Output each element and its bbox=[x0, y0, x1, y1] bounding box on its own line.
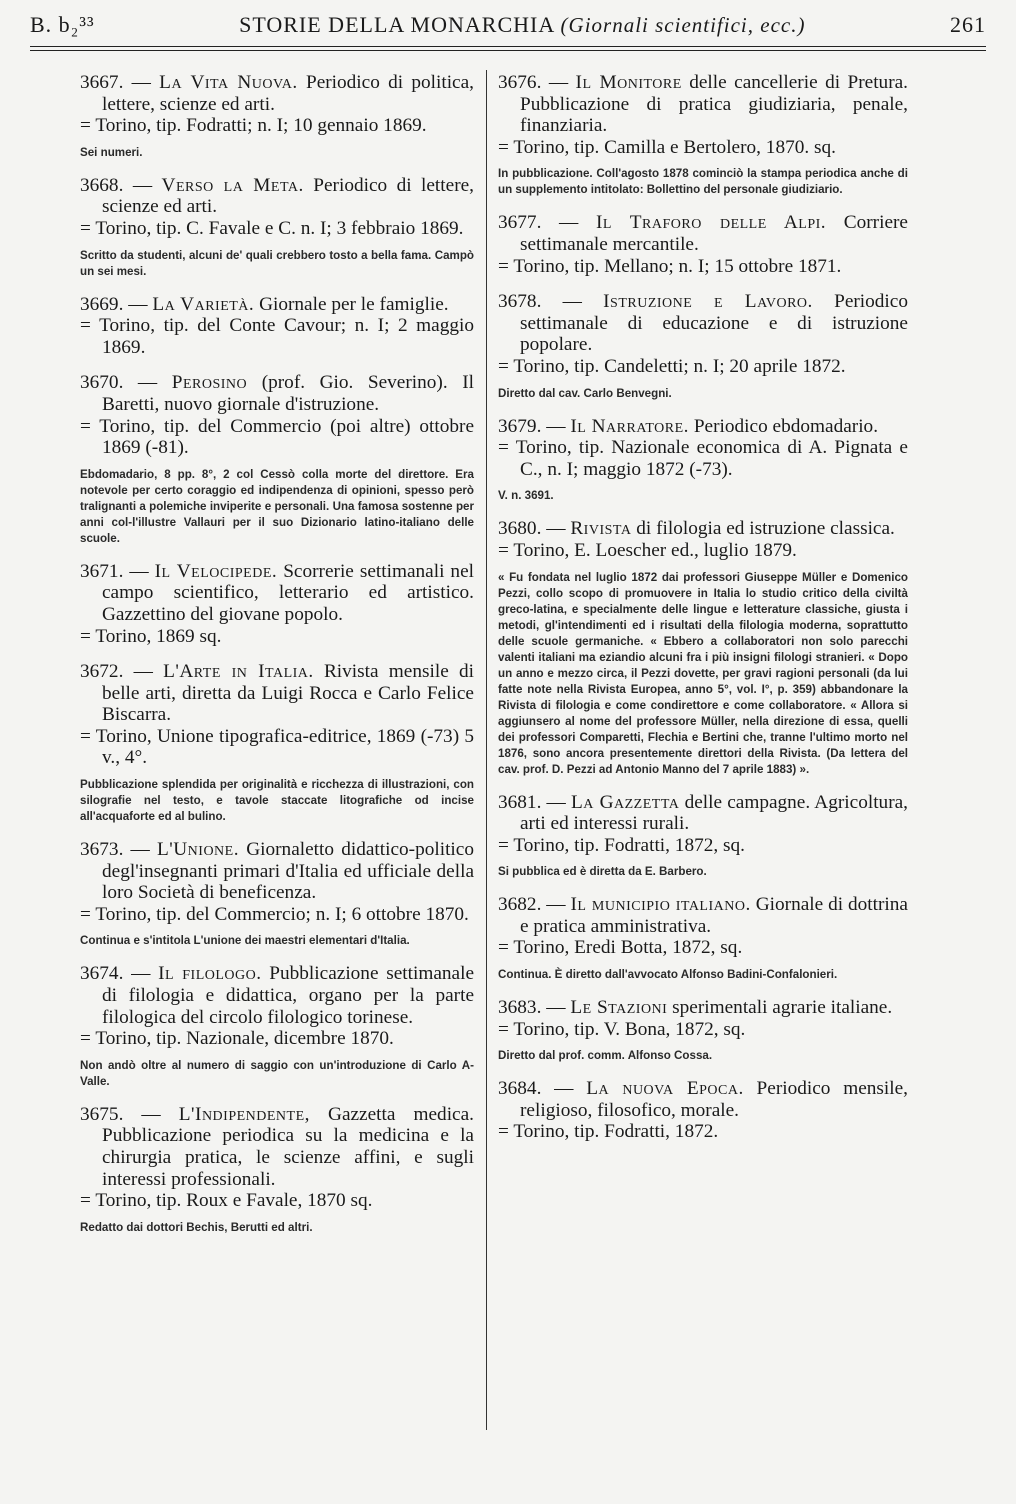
catalog-entry bbox=[498, 1078, 908, 1143]
entry-note: Non andò oltre al numero di saggio con un'introduzione di Carlo A-Valle. bbox=[80, 1058, 474, 1088]
entry-note: Diretto dal prof. comm. Alfonso Cossa. bbox=[498, 1049, 713, 1063]
entry-note: In pubblicazione. Coll'agosto 1878 cominciò la stampa periodica anche di un supplemento intitolato: Bollettino del personale giudiziario. bbox=[498, 167, 908, 197]
entry-number: 3678. — bbox=[498, 291, 604, 313]
entry-text bbox=[80, 294, 474, 359]
catalog-entry bbox=[498, 792, 908, 881]
entry-note: Sei numeri. bbox=[80, 145, 143, 159]
entry-author: Istruzione e Lavoro. bbox=[603, 291, 813, 313]
entry-text bbox=[80, 661, 474, 769]
entry-text bbox=[80, 1104, 474, 1212]
entry-note: Ebdomadario, 8 pp. 8°, 2 col Cessò colla morte del direttore. Era notevole per certo coraggio ed indipendenza di opinioni, spesso però tralignanti a polemiche inviperite e personali. Una famosa sostenne per anni col-l'illustre Vallauri per il suo Dizionario latino-italiano delle scuole. bbox=[80, 467, 474, 545]
column-divider bbox=[486, 70, 487, 1430]
page-title bbox=[239, 12, 805, 38]
entry-description: delle cancellerie di Pretura. Pubblicazione di pratica giudiziaria, penale, finanziaria. bbox=[520, 72, 908, 137]
entry-description: delle campagne. Agricoltura, arti ed interessi rurali. bbox=[520, 791, 908, 835]
entry-publication: = Torino, tip. del Commercio; n. I; 6 ottobre 1870. bbox=[80, 903, 469, 925]
catalog-entry bbox=[80, 1104, 474, 1236]
entry-number: 3671. — bbox=[80, 560, 155, 582]
catalog-entry bbox=[498, 518, 908, 777]
entry-author: Il Traforo delle Alpi. bbox=[595, 212, 827, 234]
entry-number: 3681. — bbox=[498, 791, 572, 813]
catalog-entry bbox=[80, 839, 474, 949]
entry-note: Diretto dal cav. Carlo Benvegni. bbox=[498, 386, 672, 400]
entry-publication: = Torino, tip. Fodratti, 1872. bbox=[498, 1121, 719, 1143]
entry-number: 3667. — bbox=[80, 72, 160, 93]
entry-description: Giornale di dottrina e pratica amministrativa. bbox=[520, 894, 908, 937]
entry-publication: = Torino, 1869 sq. bbox=[80, 625, 222, 647]
entry-description: sperimentali agrarie italiane. bbox=[667, 997, 893, 1019]
page-header bbox=[30, 12, 986, 42]
entry-publication: = Torino, tip. Mellano; n. I; 15 ottobre 1871. bbox=[498, 255, 842, 277]
entry-text bbox=[80, 372, 474, 458]
entry-number: 3668. — bbox=[80, 174, 162, 196]
entry-author: L'Arte in Italia. bbox=[163, 661, 314, 683]
entry-note: Redatto dai dottori Bechis, Berutti ed altri. bbox=[80, 1220, 313, 1234]
entry-publication: = Torino, tip. del Commercio (poi altre) ottobre 1869 (-81). bbox=[80, 415, 474, 459]
entry-description: (prof. Gio. Severino). Il Baretti, nuovo giornale d'istruzione. bbox=[102, 372, 474, 415]
entry-publication: = Torino, tip. Roux e Favale, 1870 sq. bbox=[80, 1190, 373, 1212]
entry-number: 3670. — bbox=[80, 372, 172, 394]
catalog-entry bbox=[80, 72, 474, 161]
entry-number: 3672. — bbox=[80, 661, 164, 683]
entry-author: Il Monitore bbox=[575, 72, 682, 93]
entry-description: Corriere settimanale mercantile. bbox=[520, 212, 908, 255]
entry-publication: = Torino, Eredi Botta, 1872, sq. bbox=[498, 937, 743, 959]
entry-description: Periodico di lettere, scienze ed arti. bbox=[102, 174, 474, 218]
catalog-entry bbox=[80, 661, 474, 825]
entry-author: Verso la Meta. bbox=[161, 174, 304, 196]
entry-number: 3679. — bbox=[498, 415, 571, 437]
entry-publication: = Torino, E. Loescher ed., luglio 1879. bbox=[498, 539, 797, 561]
entry-text bbox=[498, 997, 908, 1040]
entry-number: 3669. — bbox=[80, 293, 153, 315]
entry-number: 3675. — bbox=[80, 1103, 179, 1125]
entry-description: Scorrerie settimanali nel campo scientifico, letterario ed artistico. Gazzettino del giovane popolo. bbox=[102, 560, 474, 625]
entry-text bbox=[498, 416, 908, 481]
entry-note: V. n. 3691. bbox=[498, 489, 554, 503]
entry-description: Rivista mensile di belle arti, diretta da Luigi Rocca e Carlo Felice Biscarra. bbox=[102, 661, 474, 726]
entry-publication: = Torino, tip. V. Bona, 1872, sq. bbox=[498, 1018, 746, 1040]
entry-text bbox=[498, 518, 908, 561]
entry-number: 3683. — bbox=[498, 997, 571, 1019]
catalog-entry bbox=[498, 894, 908, 983]
entry-text bbox=[80, 561, 474, 647]
entry-number: 3680. — bbox=[498, 518, 571, 540]
entry-text bbox=[80, 72, 474, 137]
entry-author: La Gazzetta bbox=[571, 791, 680, 813]
entry-description: Periodico ebdomadario. bbox=[689, 415, 879, 437]
entry-description: Giornale per le famiglie. bbox=[254, 293, 449, 315]
entry-publication: = Torino, tip. del Conte Cavour; n. I; 2 maggio 1869. bbox=[80, 315, 474, 358]
entry-note: Continua. È diretto dall'avvocato Alfonso Badini-Confalonieri. bbox=[498, 968, 838, 982]
entry-author: La Vita Nuova. bbox=[159, 72, 298, 93]
catalog-entry bbox=[498, 291, 908, 401]
title-main: STORIE DELLA MONARCHIA bbox=[239, 12, 555, 37]
entry-publication: = Torino, tip. Nazionale, dicembre 1870. bbox=[80, 1028, 394, 1050]
entry-description: Giornaletto didattico-politico degl'insegnanti primari d'Italia ed ufficiale della loro Società di beneficenza. bbox=[102, 839, 474, 904]
entry-author: Il filologo. bbox=[158, 963, 262, 985]
entry-author: Le Stazioni bbox=[570, 997, 668, 1019]
entry-publication: = Torino, tip. Camilla e Bertolero, 1870. sq. bbox=[498, 136, 836, 158]
catalog-entry bbox=[80, 294, 474, 359]
entry-author: Perosino bbox=[171, 372, 248, 394]
entry-note: Continua e s'intitola L'unione dei maestri elementari d'Italia. bbox=[80, 934, 410, 948]
entry-publication: = Torino, tip. Nazionale economica di A. Pignata e C., n. I; maggio 1872 (-73). bbox=[498, 437, 908, 480]
entry-publication: = Torino, tip. C. Favale e C. n. I; 3 febbraio 1869. bbox=[80, 217, 464, 239]
entry-note: « Fu fondata nel luglio 1872 dai professori Giuseppe Müller e Domenico Pezzi, collo scopo di promuovere in Italia lo studio critico della civiltà greco-latina, e specialmente delle lingue e letterature classiche, giusta i metodi, gl'intendimenti ed i risultati della filologia moderna, soprattutto delle scuole germaniche. « Ebbero a collaboratori non solo parecchi valenti italiani ma eziandio alcuni fra i più insigni filologi stranieri. « Dopo un anno e mezzo circa, il Pezzi dovette, per gravi ragioni personali (da lui fatte note nella Rivista Europea, anno 5°, vol. I°, p. 359) abbandonare la Rivista di filologia e come condirettore e come collaboratore. « Allora si aggiunsero al nome del professore Müller, nella direzione di essa, quelli dei professori Comparetti, Flechia e Bertini che, tranne l'ultimo morto nel 1876, sono ancora presentemente direttori della Rivista. (Da lettera del cav. prof. D. Pezzi ad Antonio Manno del 7 aprile 1883) ». bbox=[498, 570, 908, 776]
entry-description: Gazzetta medica. Pubblicazione periodica su la medicina e la chirurgia pratica, le scienze affini, e sugli interessi professionali. bbox=[102, 1103, 474, 1190]
entry-author: Il Narratore. bbox=[570, 415, 689, 437]
catalog-entry bbox=[80, 372, 474, 546]
entry-publication: = Torino, tip. Fodratti, 1872, sq. bbox=[498, 834, 745, 856]
entry-publication: = Torino, tip. Fodratti; n. I; 10 gennaio 1869. bbox=[80, 115, 427, 137]
entry-text bbox=[498, 894, 908, 959]
entry-publication: = Torino, Unione tipografica-editrice, 1869 (-73) 5 v., 4°. bbox=[80, 725, 474, 769]
entry-note: Si pubblica ed è diretta da E. Barbero. bbox=[498, 865, 707, 879]
entry-publication: = Torino, tip. Candeletti; n. I; 20 aprile 1872. bbox=[498, 355, 846, 377]
entry-author: Il municipio italiano. bbox=[570, 894, 751, 916]
entry-note: Pubblicazione splendida per originalità e ricchezza di illustrazioni, con silografie nel testo, e tavole staccate litografiche od incise all'acquaforte ed al bulino. bbox=[80, 778, 474, 824]
catalog-entry bbox=[498, 212, 908, 277]
catalog-entry bbox=[498, 416, 908, 505]
header-rule-top bbox=[30, 46, 986, 47]
entry-text bbox=[498, 291, 908, 377]
entry-description: Periodico di politica, lettere, scienze ed arti. bbox=[102, 72, 474, 115]
entry-number: 3673. — bbox=[80, 839, 157, 861]
entry-text bbox=[498, 72, 908, 158]
entry-author: Rivista bbox=[570, 518, 632, 540]
entry-number: 3676. — bbox=[498, 72, 576, 93]
catalog-entry bbox=[80, 561, 474, 647]
entry-text bbox=[80, 963, 474, 1049]
signature-mark: B. b₂³³ bbox=[30, 12, 95, 37]
entry-number: 3674. — bbox=[80, 963, 159, 985]
entry-author: La nuova Epoca. bbox=[586, 1078, 744, 1100]
catalog-entry bbox=[80, 963, 474, 1089]
entry-author: Il Velocipede. bbox=[154, 560, 278, 582]
entry-number: 3677. — bbox=[498, 212, 596, 234]
right-column bbox=[498, 72, 908, 1157]
entry-author: L'Indipendente, bbox=[178, 1103, 310, 1125]
entry-description: di filologia ed istruzione classica. bbox=[631, 518, 895, 540]
entry-text bbox=[80, 839, 474, 925]
catalog-entry bbox=[80, 175, 474, 280]
entry-text bbox=[80, 175, 474, 240]
entry-text bbox=[498, 792, 908, 857]
header-rule-bottom bbox=[30, 50, 986, 51]
page-number: 261 bbox=[950, 12, 986, 37]
entry-number: 3684. — bbox=[498, 1078, 587, 1100]
entry-description: Pubblicazione settimanale di filologia e didattica, organo per la parte filologica del circolo filologico torinese. bbox=[102, 963, 475, 1028]
entry-text bbox=[498, 212, 908, 277]
catalog-entry bbox=[498, 997, 908, 1064]
entry-description: Periodico mensile, religioso, filosofico, morale. bbox=[520, 1078, 908, 1121]
entry-text bbox=[498, 1078, 908, 1143]
entry-note: Scritto da studenti, alcuni de' quali crebbero tosto a bella fama. Campò un sei mesi. bbox=[80, 248, 474, 278]
catalog-entry bbox=[498, 72, 908, 198]
left-column bbox=[80, 72, 474, 1250]
entry-author: L'Unione. bbox=[157, 839, 240, 861]
entry-description: Periodico settimanale di educazione e di istruzione popolare. bbox=[520, 291, 908, 356]
title-italic: (Giornali scientifici, ecc.) bbox=[560, 13, 806, 37]
entry-number: 3682. — bbox=[498, 894, 571, 916]
entry-author: La Varietà. bbox=[152, 293, 255, 315]
